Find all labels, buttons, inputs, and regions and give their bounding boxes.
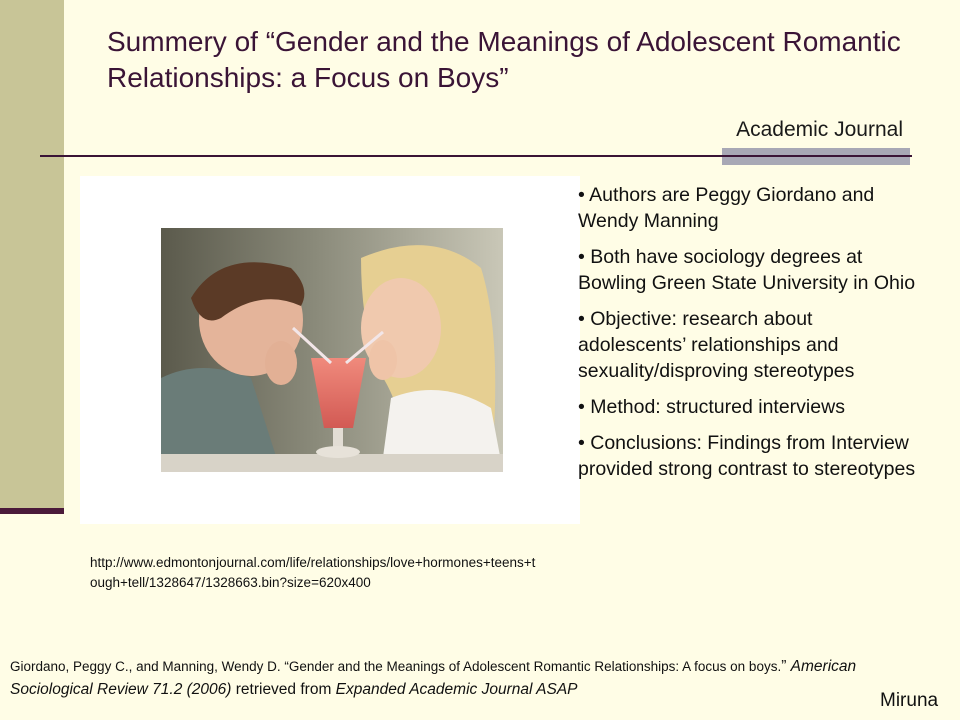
title-divider — [40, 155, 912, 157]
citation-authors-title: Giordano, Peggy C., and Manning, Wendy D. “Gender and the Meanings of Adolescent Romantic Relationships: A focus on boys. — [10, 659, 782, 674]
bullet-method: • Method: structured interviews — [578, 394, 923, 420]
bullet-degrees: • Both have sociology degrees at Bowling Green State University in Ohio — [578, 244, 923, 296]
citation-database: Expanded Academic Journal ASAP — [335, 681, 578, 698]
left-bar-underline — [0, 508, 64, 514]
citation — [10, 655, 870, 701]
slide-subtitle: Academic Journal — [736, 118, 903, 141]
slide-title: Summery of “Gender and the Meanings of Adolescent Romantic Relationships: a Focus on Boys” — [107, 26, 901, 93]
left-decorative-bar — [0, 0, 64, 508]
image-source-url: http://www.edmontonjournal.com/life/relationships/love+hormones+teens+tough+tell/1328647/1328663.bin?size=620x400 — [90, 555, 536, 590]
citation-retrieved: retrieved from — [231, 681, 336, 698]
bullet-list — [578, 182, 923, 492]
presenter-name: Miruna — [880, 690, 939, 711]
bullet-objective: • Objective: research about adolescents’ relationships and sexuality/disproving stereotypes — [578, 306, 923, 384]
bullet-conclusions: • Conclusions: Findings from Interview provided strong contrast to stereotypes — [578, 430, 923, 482]
photo-frame — [80, 176, 580, 524]
bullet-authors: • Authors are Peggy Giordano and Wendy Manning — [578, 182, 923, 234]
citation-quote-close: ” — [781, 658, 791, 675]
citation-journal: American Sociological Review 71.2 (2006) — [10, 658, 857, 698]
couple-sharing-milkshake-photo — [161, 228, 503, 472]
